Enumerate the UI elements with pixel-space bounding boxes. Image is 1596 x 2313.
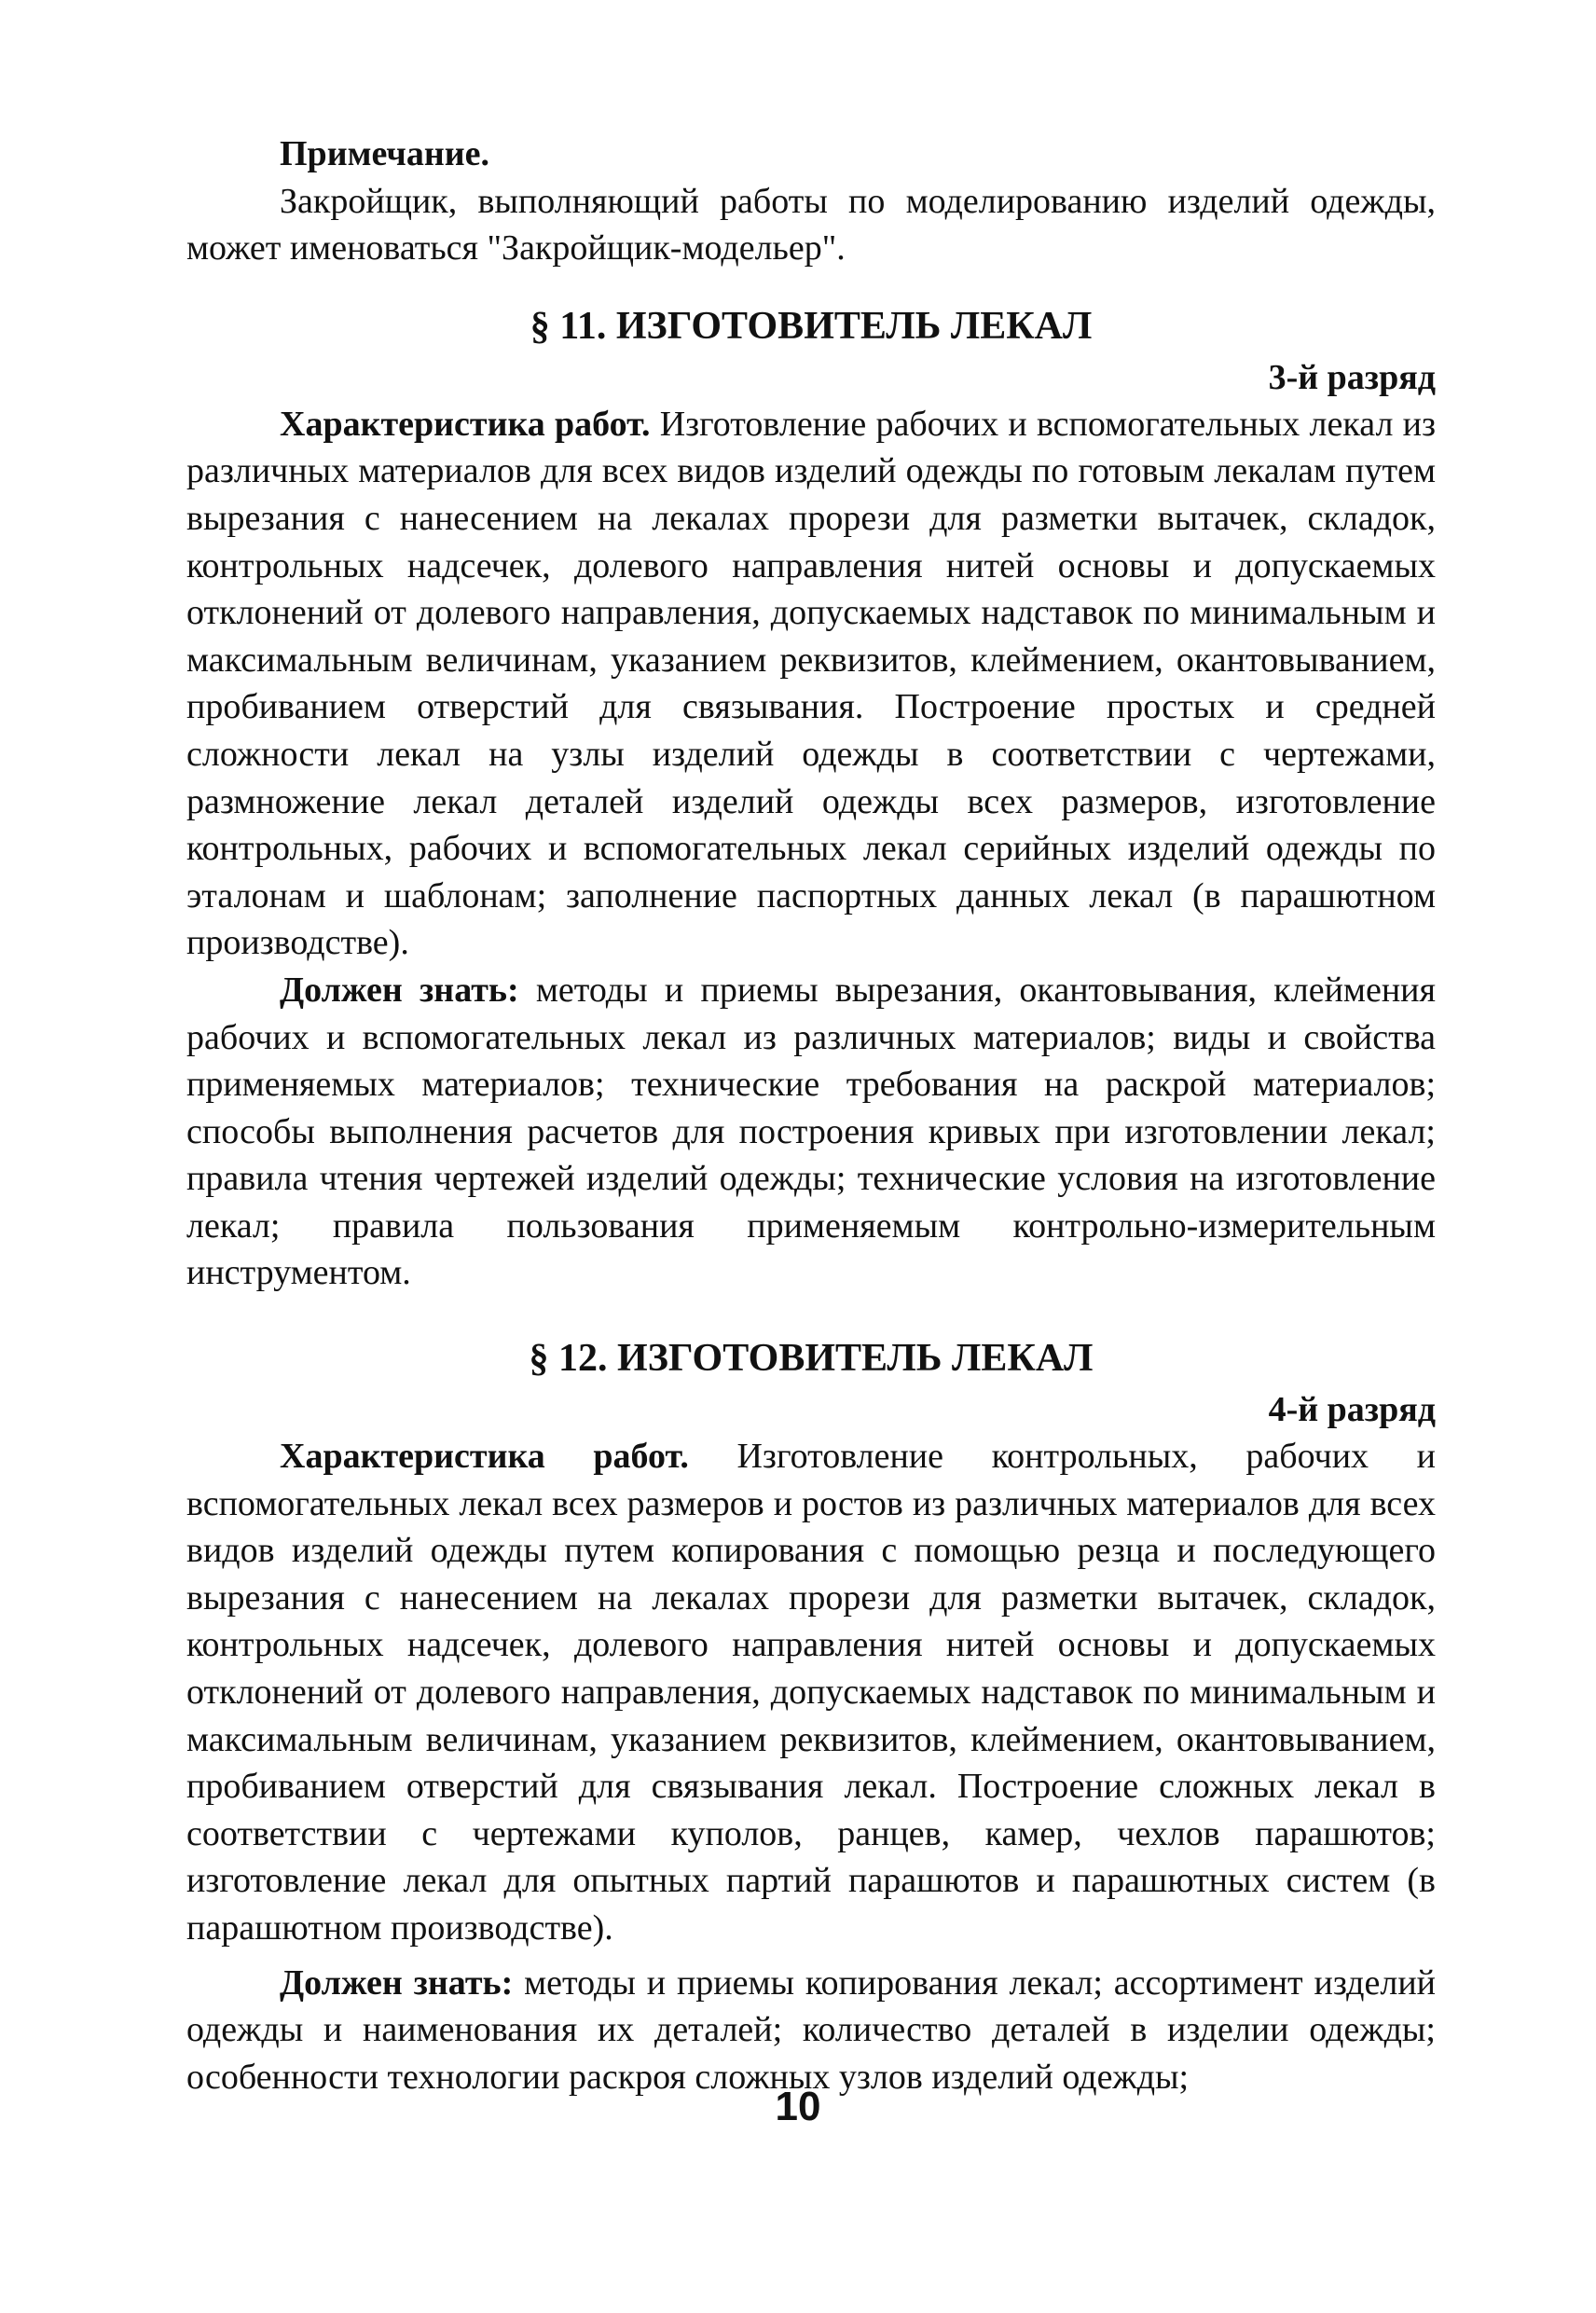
work-description-12 bbox=[186, 1433, 1436, 1952]
know-label-11: Должен знать: bbox=[280, 970, 519, 1010]
know-text-11: методы и приемы вырезания, окантовывания, клеймения рабочих и вспомогательных лекал из различных материалов; виды и свойства применяемых материалов; технические требования на раскрой материалов; способы выполнения расчетов для построения кривых при изготовлении лекал; правила чтения чертежей изделий одежды; технические условия на изготовление лекал; правила пользования применяемым контрольно-измерительным инструментом. bbox=[186, 970, 1437, 1293]
work-text-12: Изготовление контрольных, рабочих и вспомогательных лекал всех размеров и ростов из различных материалов для всех видов изделий одежды путем копирования с помощью резца и последующего вырезания с нанесением на лекалах прорези для разметки вытачек, складок, контрольных надсечек, долевого направления нитей основы и допускаемых отклонений от долевого направления, допускаемых надставок по минимальным и максимальным величинам, указанием реквизитов, клеймением, окантовыванием, пробиванием отверстий для связывания лекал. Построение сложных лекал в соответствии с чертежами куполов, ранцев, камер, чехлов парашютов; изготовление лекал для опытных партий парашютов и парашютных систем (в парашютном производстве). bbox=[186, 1437, 1437, 1948]
work-label-12: Характеристика работ. bbox=[280, 1437, 689, 1477]
work-description-11 bbox=[186, 401, 1436, 967]
know-text-12: методы и приемы копирования лекал; ассортимент изделий одежды и наименования их деталей; количество деталей в изделии одежды; особенности технологии раскроя сложных узлов изделий одежды; bbox=[186, 1962, 1436, 2097]
note-title: Примечание. bbox=[280, 134, 489, 173]
page-number: 10 bbox=[775, 2084, 821, 2129]
document-page bbox=[186, 131, 1436, 2100]
grade-label-12: 4-й разряд bbox=[1268, 1390, 1436, 1430]
section-title-12: § 12. ИЗГОТОВИТЕЛЬ ЛЕКАЛ bbox=[529, 1337, 1094, 1381]
grade-label-11: 3-й разряд bbox=[1268, 357, 1436, 397]
knowledge-description-12 bbox=[186, 1960, 1436, 2101]
section-title-11: § 11. ИЗГОТОВИТЕЛЬ ЛЕКАЛ bbox=[530, 304, 1093, 348]
note-text: Закройщик, выполняющий работы по моделированию изделий одежды, может именоваться "Закройщик-модельер". bbox=[186, 181, 1436, 268]
work-label-11: Характеристика работ. bbox=[280, 404, 651, 444]
knowledge-description-11 bbox=[186, 967, 1436, 1297]
know-label-12: Должен знать: bbox=[280, 1962, 514, 2003]
work-text-11: Изготовление рабочих и вспомогательных лекал из различных материалов для всех видов изделий одежды по готовым лекалам путем вырезания с нанесением на лекалах прорези для разметки вытачек, складок, контрольных надсечек, долевого направления нитей основы и допускаемых отклонений от долевого направления, допускаемых надставок по минимальным и максимальным величинам, указанием реквизитов, клеймением, окантовыванием, пробиванием отверстий для связывания. Построение простых и средней сложности лекал на узлы изделий одежды в соответствии с чертежами, размножение лекал деталей изделий одежды всех размеров, изготовление контрольных, рабочих и вспомогательных лекал серийных изделий одежды по эталонам и шаблонам; заполнение паспортных данных лекал (в парашютном производстве). bbox=[186, 404, 1437, 963]
